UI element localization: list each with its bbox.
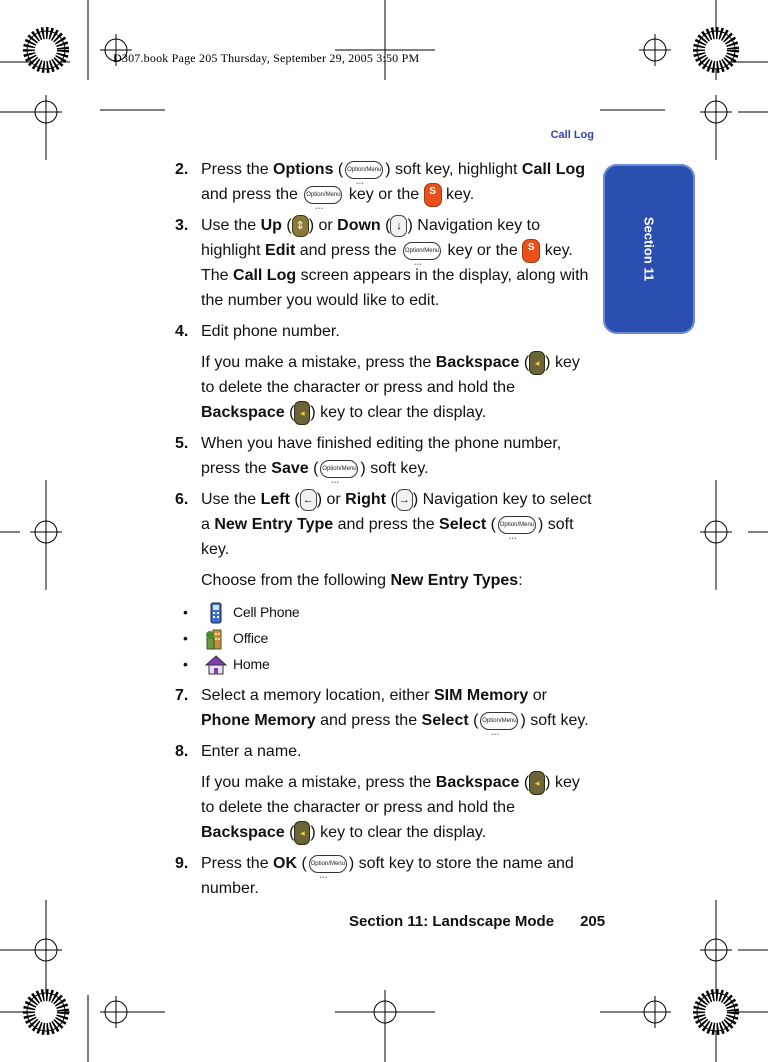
option-menu-key-icon: Option/Menu ••• [309, 855, 347, 873]
backspace-key-icon: ◂ [294, 401, 310, 425]
right-key-icon: → [396, 489, 413, 511]
option-menu-key-icon: Option/Menu ••• [345, 161, 383, 179]
text: Home [233, 656, 270, 672]
text: If you make a mistake, press the [201, 774, 436, 791]
step-number: 9. [175, 855, 189, 872]
bold-text: Backspace [201, 404, 285, 421]
bold-text: Select [439, 516, 487, 533]
page-footer [349, 913, 605, 930]
text: ( [289, 491, 300, 508]
bold-text: Backspace [435, 354, 520, 371]
step-number: 7. [175, 687, 189, 704]
text: and press the [201, 186, 303, 203]
text: ) soft key, highlight [385, 161, 522, 178]
bold-text: Options [273, 161, 334, 178]
home-icon [205, 654, 227, 676]
bold-text: Backspace [201, 824, 285, 841]
option-menu-key-icon: Option/Menu ••• [304, 186, 342, 204]
text: Select a memory location, either [201, 687, 434, 704]
text: When you have finished editing the phone number, press the [201, 435, 562, 477]
text: ( [519, 774, 530, 791]
text: ( [308, 460, 319, 477]
step-8 [175, 739, 593, 764]
text: ) soft key to store the name and number. [201, 855, 574, 897]
text: Enter a name. [201, 743, 302, 760]
page-number: 205 [580, 913, 606, 930]
text: Use the [201, 491, 261, 508]
text: ( [284, 404, 295, 421]
step-3 [175, 213, 593, 313]
text: ( [281, 217, 292, 234]
text: Press the [201, 855, 274, 872]
text: ( [284, 824, 295, 841]
step-number: 4. [175, 323, 189, 340]
text: ) key to clear the display. [310, 824, 487, 841]
instruction-list [175, 157, 593, 907]
list-item: • Home [175, 651, 593, 677]
text: ) soft key. [360, 460, 429, 477]
list-item: • Office [175, 625, 593, 651]
text: screen appears in the display, along with the number you would like to edit. [201, 267, 589, 309]
text: key. The [201, 242, 573, 284]
step-6 [175, 487, 593, 562]
step-4 [175, 319, 593, 344]
option-menu-key-icon: Option/Menu ••• [403, 242, 441, 260]
step-number: 6. [175, 491, 189, 508]
text: Edit phone number. [201, 323, 340, 340]
bold-text: Down [337, 217, 381, 234]
option-menu-key-icon: Option/Menu ••• [480, 712, 518, 730]
backspace-key-icon: ◂ [294, 821, 310, 845]
step-9 [175, 851, 593, 901]
send-key-icon: S [522, 239, 540, 263]
running-head: Call Log [550, 129, 594, 141]
list-item: • Cell Phone [175, 599, 593, 625]
bold-text: Call Log [233, 267, 297, 284]
text: Use the [201, 217, 261, 234]
text: ( [333, 161, 344, 178]
bold-text: SIM Memory [434, 687, 529, 704]
step-number: 8. [175, 743, 189, 760]
text: If you make a mistake, press the [201, 354, 436, 371]
text: ) key to delete the character or press and hold the [201, 354, 580, 396]
text: ) or [308, 217, 338, 234]
text: ( [380, 217, 391, 234]
backspace-key-icon: ◂ [529, 351, 545, 375]
left-key-icon: ← [300, 489, 317, 511]
text: ( [519, 354, 530, 371]
bold-text: Select [421, 712, 469, 729]
step-8-note [175, 770, 593, 845]
text: ) key to clear the display. [310, 404, 487, 421]
cell-phone-icon [205, 602, 227, 624]
bold-text: New Entry Types [390, 572, 519, 589]
office-icon [205, 628, 227, 650]
down-key-icon: ↓ [390, 215, 407, 237]
text: ) key to delete the character or press and hold the [201, 774, 580, 816]
bold-text: OK [273, 855, 298, 872]
bold-text: Right [345, 491, 387, 508]
text: key or the [443, 242, 523, 259]
step-7 [175, 683, 593, 733]
text: : [518, 572, 523, 589]
backspace-key-icon: ◂ [529, 771, 545, 795]
step-5 [175, 431, 593, 481]
bold-text: Backspace [435, 774, 520, 791]
step-number: 3. [175, 217, 189, 234]
bold-text: Edit [265, 242, 296, 259]
bold-text: Left [260, 491, 290, 508]
text: ) Navigation key to highlight [201, 217, 540, 259]
bold-text: Save [271, 460, 309, 477]
bold-text: Call Log [521, 161, 586, 178]
text: or [528, 687, 547, 704]
text: ( [297, 855, 307, 872]
text: and press the [333, 516, 440, 533]
step-number: 2. [175, 161, 189, 178]
text: ) soft key. [520, 712, 589, 729]
text: ) soft key. [201, 516, 574, 558]
bold-text: New Entry Type [214, 516, 334, 533]
text: Press the [201, 161, 274, 178]
print-header: D307.book Page 205 Thursday, September 29, 2005 3:50 PM [113, 51, 420, 65]
option-menu-key-icon: Option/Menu ••• [320, 460, 358, 478]
text: ( [468, 712, 479, 729]
footer-title: Section 11: Landscape Mode [349, 913, 555, 930]
entry-type-list [175, 599, 593, 677]
text: Choose from the following [201, 572, 391, 589]
text: Cell Phone [233, 604, 300, 620]
up-key-icon: ⇕ [292, 215, 309, 237]
send-key-icon: S [424, 183, 442, 207]
text: key or the [344, 186, 424, 203]
text: ) Navigation key to select a [201, 491, 592, 533]
section-tab-label: Section 11 [641, 216, 657, 282]
section-tab [603, 164, 695, 334]
bold-text: Phone Memory [201, 712, 316, 729]
step-number: 5. [175, 435, 189, 452]
text: and press the [295, 242, 402, 259]
step-4-note [175, 350, 593, 425]
text: Office [233, 630, 269, 646]
step-2 [175, 157, 593, 207]
text: key. [441, 186, 475, 203]
text: and press the [315, 712, 422, 729]
option-menu-key-icon: Option/Menu ••• [498, 516, 536, 534]
bold-text: Up [260, 217, 282, 234]
text: ( [386, 491, 396, 508]
text: ( [486, 516, 496, 533]
step-6-note [175, 568, 593, 593]
text: ) or [316, 491, 346, 508]
